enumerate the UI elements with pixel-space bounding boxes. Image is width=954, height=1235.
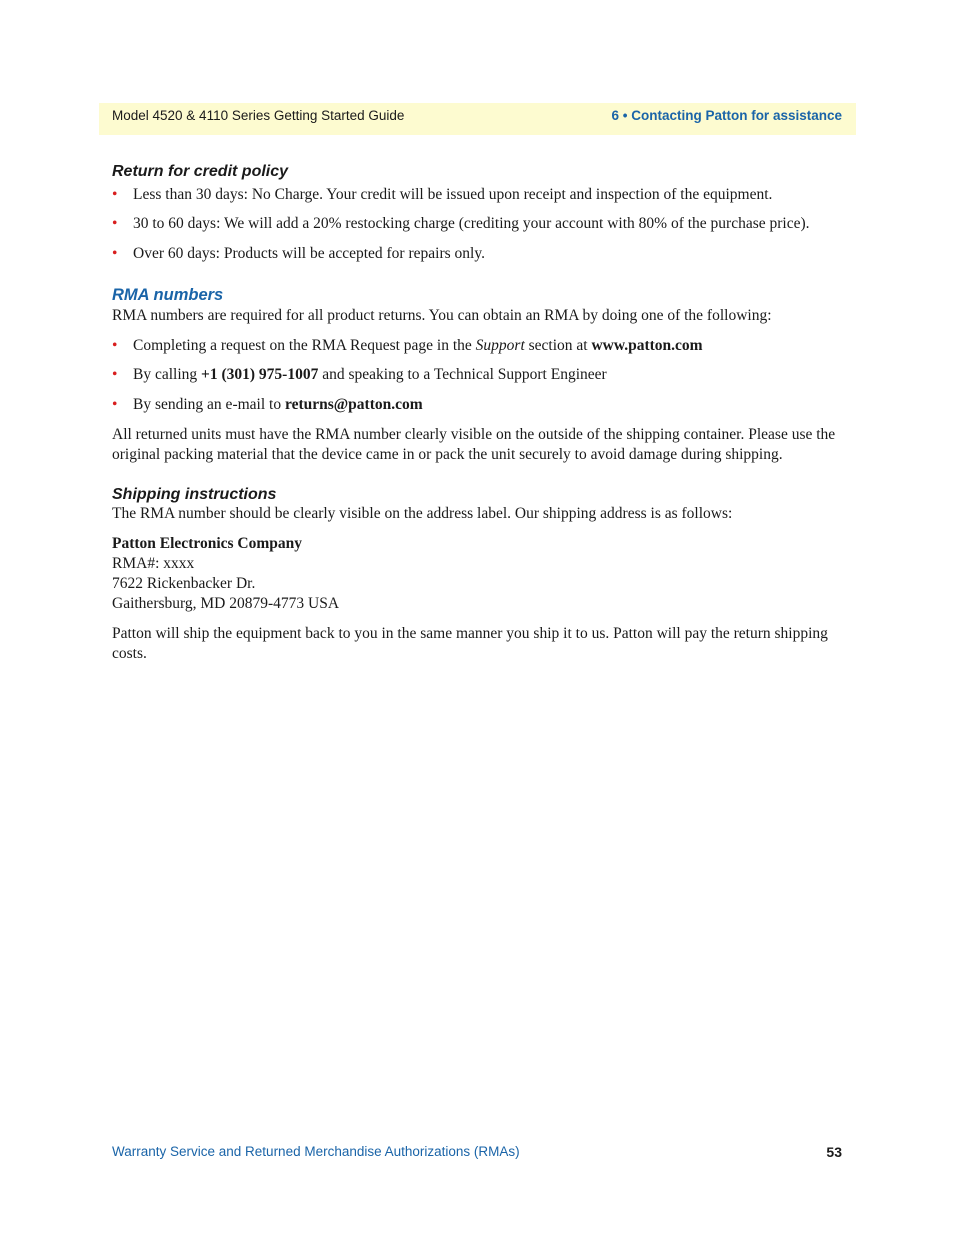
company-name: Patton Electronics Company (112, 535, 303, 552)
shipping-address (112, 534, 847, 614)
bullet-icon: • (112, 245, 118, 262)
rma-numbers-heading: RMA numbers (112, 286, 224, 304)
credit-policy-heading: Return for credit policy (112, 163, 289, 180)
email-link[interactable]: returns@patton.com (284, 396, 423, 413)
street-line: 7622 Rickenbacker Dr. (112, 575, 256, 592)
city-line: Gaithersburg, MD 20879-4773 USA (112, 595, 340, 612)
bullet-icon: • (112, 337, 118, 354)
list-item: • Completing a request on the RMA Request page in the Support section at www.patton.com (112, 337, 703, 354)
credit-policy-list (112, 185, 847, 264)
rma-note: All returned units must have the RMA number clearly visible on the outside of the shipping container. Please use the original packing material that the device came in or pack the unit securely to avoid damage during shipping. (112, 426, 836, 463)
page-content (112, 160, 847, 664)
list-item: • By calling +1 (301) 975-1007 and speaking to a Technical Support Engineer (112, 366, 607, 383)
bullet-icon: • (112, 396, 118, 413)
running-header (99, 103, 856, 135)
rma-methods-list (112, 336, 847, 415)
header-guide-title: Model 4520 & 4110 Series Getting Started Guide (112, 108, 405, 123)
footer-section-title: Warranty Service and Returned Merchandise Authorizations (RMAs) (112, 1144, 520, 1159)
list-item: • Over 60 days: Products will be accepted for repairs only. (112, 245, 485, 262)
phone-number: +1 (301) 975-1007 (201, 366, 319, 383)
website-link[interactable]: www.patton.com (591, 337, 703, 354)
header-chapter-title: 6 • Contacting Patton for assistance (611, 108, 842, 123)
rma-line: RMA#: xxxx (112, 555, 195, 572)
list-item: • Less than 30 days: No Charge. Your credit will be issued upon receipt and inspection of the equipment. (112, 186, 773, 203)
bullet-icon: • (112, 215, 118, 232)
bullet-icon: • (112, 366, 118, 383)
list-item: • By sending an e-mail to returns@patton.com (112, 396, 423, 413)
rma-intro: RMA numbers are required for all product returns. You can obtain an RMA by doing one of the following: (112, 307, 772, 324)
bullet-icon: • (112, 186, 118, 203)
shipping-intro: The RMA number should be clearly visible on the address label. Our shipping address is as follows: (112, 505, 733, 522)
shipping-note: Patton will ship the equipment back to you in the same manner you ship it to us. Patton will pay the return shipping costs. (112, 625, 828, 662)
page-number: 53 (826, 1144, 842, 1160)
list-item: • 30 to 60 days: We will add a 20% restocking charge (crediting your account with 80% of the purchase price). (112, 215, 810, 232)
shipping-heading: Shipping instructions (112, 486, 277, 503)
